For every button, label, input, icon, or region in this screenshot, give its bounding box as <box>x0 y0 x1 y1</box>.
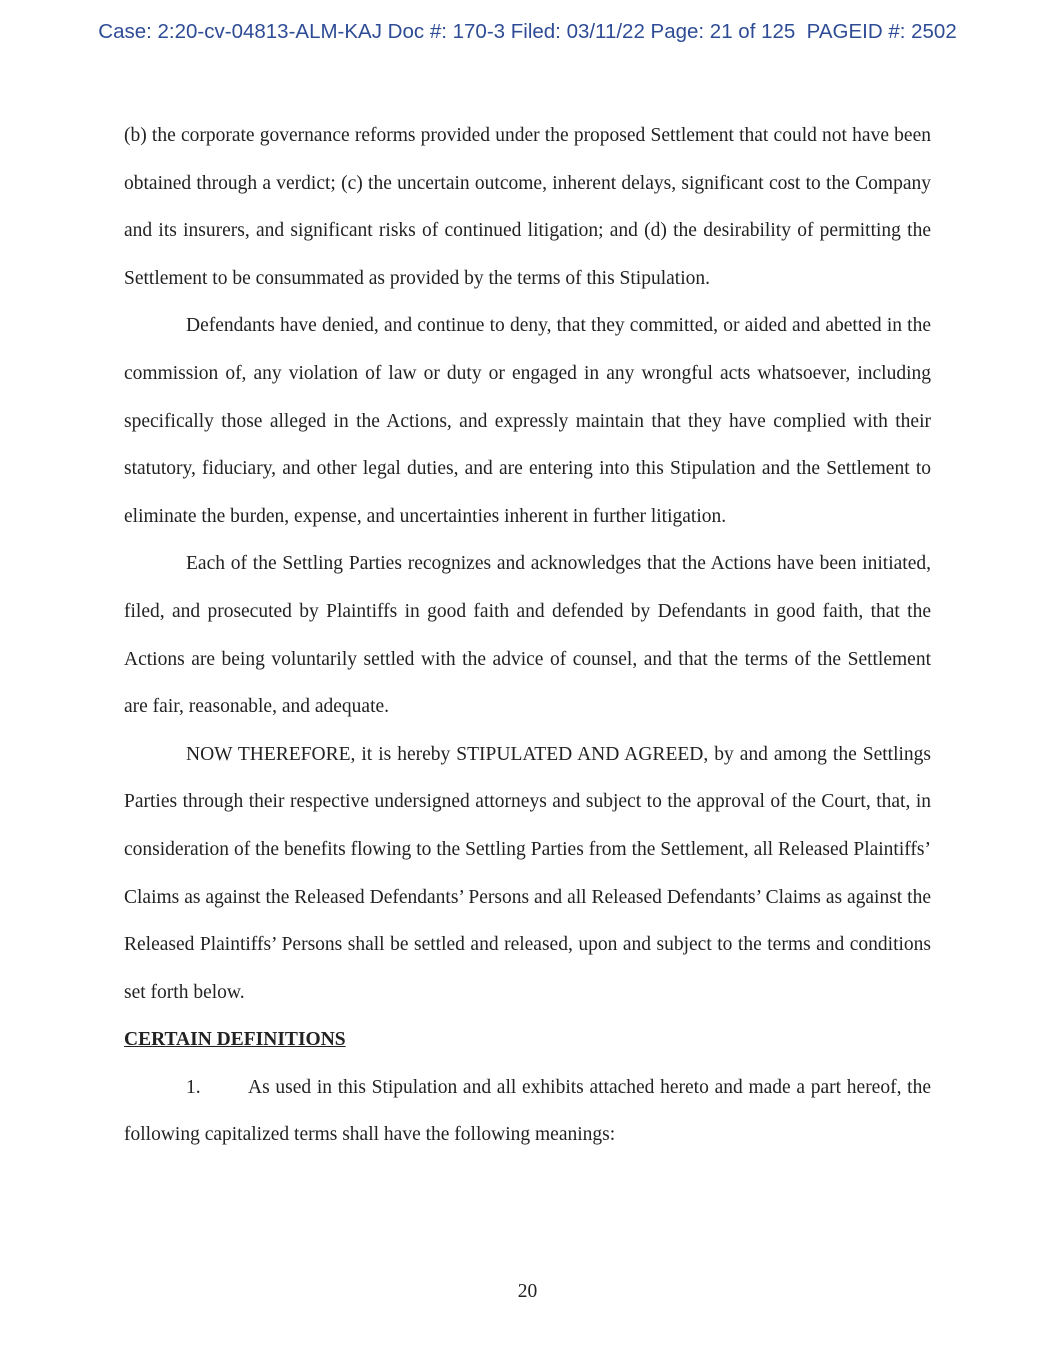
numbered-paragraph <box>124 1064 931 1159</box>
page-number: 20 <box>517 1281 538 1302</box>
document-body <box>124 112 931 1159</box>
section-heading: CERTAIN DEFINITIONS <box>124 1029 346 1051</box>
case-header-stamp: Case: 2:20-cv-04813-ALM-KAJ Doc #: 170-3 Filed: 03/11/22 Page: 21 of 125 PAGEID #: 2502 <box>98 20 957 43</box>
paragraph-settling-parties: Each of the Settling Parties recognizes and acknowledges that the Actions have been initiated, filed, and prosecuted by Plaintiffs in good faith and defended by Defendants in good faith, that the Actions are being voluntarily settled with the advice of counsel, and that the terms of the Settlement are fair, reasonable, and adequate. <box>124 553 931 718</box>
paragraph-defendants-denial: Defendants have denied, and continue to deny, that they committed, or aided and abetted in the commission of, any violation of law or duty or engaged in any wrongful acts whatsoever, including specifically those alleged in the Actions, and expressly maintain that they have complied with their statutory, fiduciary, and other legal duties, and are entering into this Stipulation and the Settlement to eliminate the burden, expense, and uncertainties inherent in further litigation. <box>124 315 931 527</box>
paragraph-continued: (b) the corporate governance reforms provided under the proposed Settlement that could not have been obtained through a verdict; (c) the uncertain outcome, inherent delays, significant cost to the Company and its insurers, and significant risks of continued litigation; and (d) the desirability of permitting the Settlement to be consummated as provided by the terms of this Stipulation. <box>124 125 931 289</box>
paragraph-now-therefore: NOW THEREFORE, it is hereby STIPULATED AND AGREED, by and among the Settlings Parties through their respective undersigned attorneys and subject to the approval of the Court, that, in consideration of the benefits flowing to the Settling Parties from the Settlement, all Released Plaintiffs’ Claims as against the Released Defendants’ Persons and all Released Defendants’ Claims as against the Released Plaintiffs’ Persons shall be settled and released, upon and subject to the terms and conditions set forth below. <box>124 743 931 1003</box>
numbered-paragraph-text: As used in this Stipulation and all exhibits attached hereto and made a part hereof, the following capitalized terms shall have the following meanings: <box>124 1076 931 1146</box>
paragraph-number: 1. <box>186 1076 201 1098</box>
